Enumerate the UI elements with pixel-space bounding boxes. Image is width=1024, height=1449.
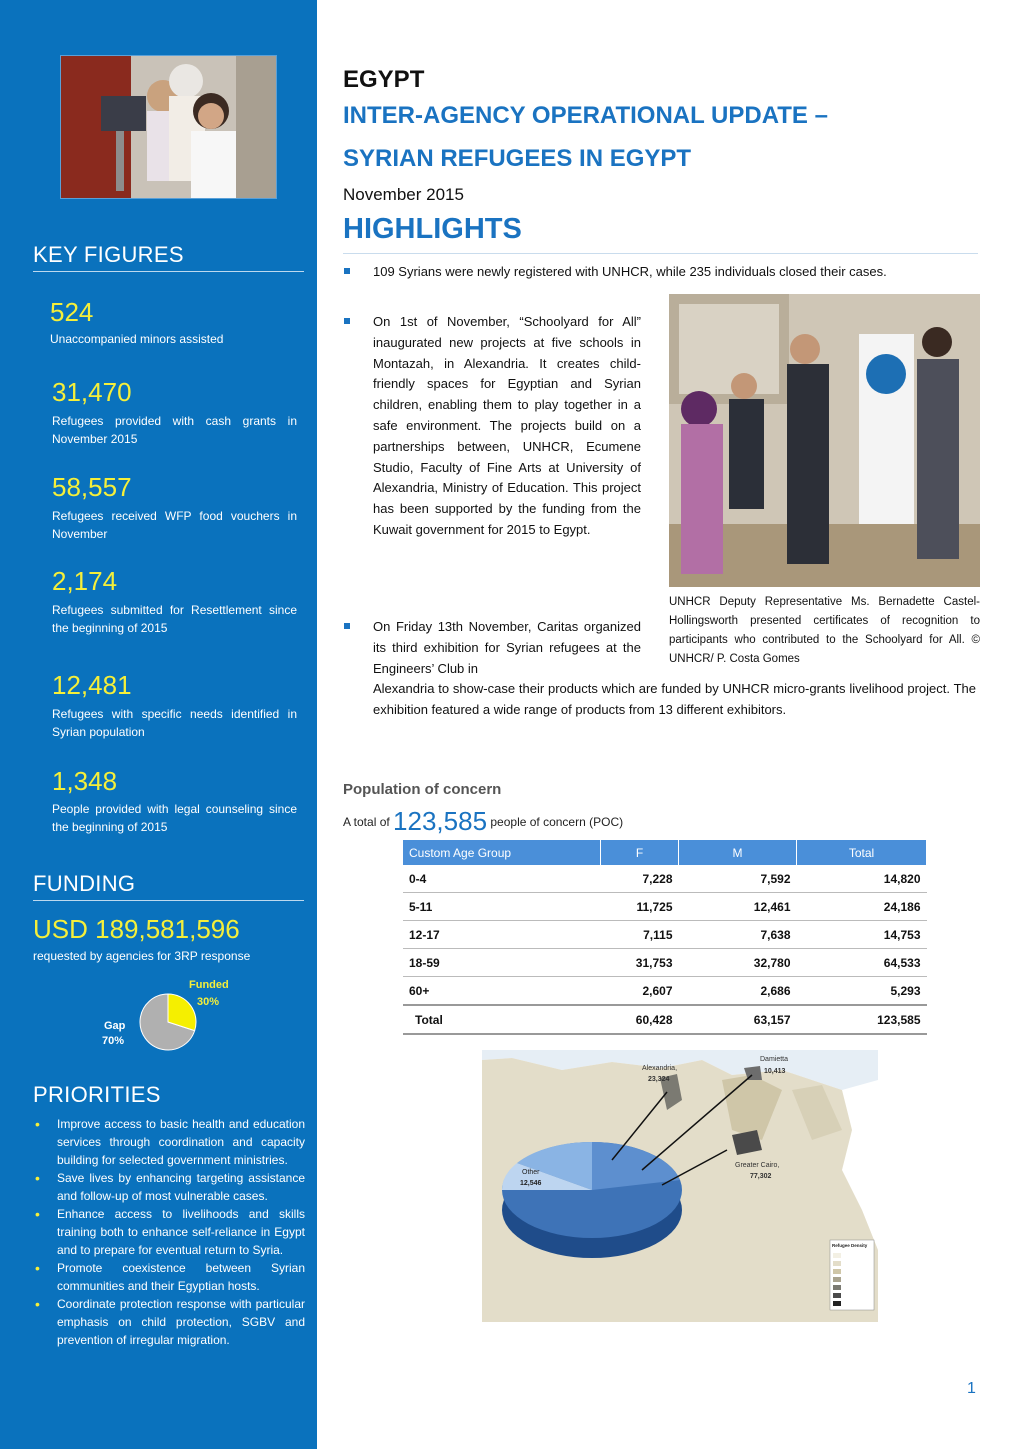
news-photo <box>669 294 980 587</box>
table-cell: 11,725 <box>601 893 679 921</box>
table-cell: 60+ <box>403 977 601 1006</box>
table-cell: 2,686 <box>679 977 797 1006</box>
table-cell: 5,293 <box>797 977 927 1006</box>
table-cell: 63,157 <box>679 1005 797 1034</box>
table-cell: 123,585 <box>797 1005 927 1034</box>
map-legend <box>830 1240 874 1310</box>
table-cell: 2,607 <box>601 977 679 1006</box>
funding-title: FUNDING <box>33 871 136 896</box>
population-table <box>403 840 927 1035</box>
report-date: November 2015 <box>343 185 464 204</box>
column-header: F <box>601 840 679 865</box>
table-cell: 7,115 <box>601 921 679 949</box>
funding-description: requested by agencies for 3RP response <box>33 949 251 963</box>
key-figure-label: Refugees submitted for Resettlement since the beginning of 2015 <box>52 603 297 635</box>
key-figure-value: 31,470 <box>52 377 132 407</box>
map-legend-title: Refugee Density <box>832 1243 868 1248</box>
priorities-list <box>33 1115 305 1349</box>
column-header: Custom Age Group <box>403 840 601 865</box>
table-cell: 31,753 <box>601 949 679 977</box>
table-cell: Total <box>403 1005 601 1034</box>
funded-label: Funded <box>189 979 229 991</box>
priority-item: • Promote coexistence between Syrian communities and their Egyptian hosts. <box>33 1259 305 1295</box>
table-cell: 12,461 <box>679 893 797 921</box>
refugee-map <box>482 1050 878 1322</box>
key-figures-title: KEY FIGURES <box>33 242 184 267</box>
map-label-cairo: Greater Cairo, <box>735 1162 780 1169</box>
table-cell: 18-59 <box>403 949 601 977</box>
news-photo-image <box>669 294 980 587</box>
funding-divider <box>33 900 304 901</box>
table-cell: 5-11 <box>403 893 601 921</box>
map-label-other: Other <box>522 1169 540 1176</box>
legend-swatch <box>833 1253 841 1258</box>
page-number: 1 <box>967 1380 976 1397</box>
key-figure-label: Refugees received WFP food vouchers in November <box>52 509 297 541</box>
priority-item: • Save lives by enhancing targeting assistance and follow-up of most vulnerable cases. <box>33 1169 305 1205</box>
table-row <box>403 977 927 1006</box>
table-cell: 60,428 <box>601 1005 679 1034</box>
total-prefix: A total of <box>343 815 390 829</box>
column-header: M <box>679 840 797 865</box>
table-row <box>403 893 927 921</box>
photo-caption: UNHCR Deputy Representative Ms. Bernadette Castel-Hollingsworth presented certificates of recognition to participants who contributed to the Schoolyard for All. © UNHCR/ P. Costa Gomes <box>669 596 980 665</box>
highlight-item: 109 Syrians were newly registered with UNHCR, while 235 individuals closed their cases. <box>373 264 887 279</box>
key-figure-value: 524 <box>50 297 94 327</box>
map-label-damietta: Damietta <box>760 1056 789 1063</box>
table-cell: 0-4 <box>403 865 601 893</box>
gap-percent: 70% <box>102 1035 125 1047</box>
key-figure-value: 12,481 <box>52 670 132 700</box>
country-heading: EGYPT <box>343 66 425 93</box>
table-row <box>403 921 927 949</box>
key-figure-value: 2,174 <box>52 566 118 596</box>
priority-item: • Coordinate protection response with particular emphasis on child protection, SGBV and prevention of irregular migration. <box>33 1295 305 1349</box>
table-cell: 24,186 <box>797 893 927 921</box>
key-figure-value: 58,557 <box>52 472 132 502</box>
cover-photo-image <box>61 56 276 198</box>
table-cell: 7,228 <box>601 865 679 893</box>
table-cell: 32,780 <box>679 949 797 977</box>
table-header-row <box>403 840 927 865</box>
funded-percent: 30% <box>197 996 220 1008</box>
table-cell: 7,592 <box>679 865 797 893</box>
bullet-icon <box>344 623 350 629</box>
report-title-line1: INTER-AGENCY OPERATIONAL UPDATE – <box>343 102 828 129</box>
total-value: 123,585 <box>393 806 488 836</box>
key-figure-value: 1,348 <box>52 766 118 796</box>
map-value-other: 12,546 <box>520 1180 542 1187</box>
map-value-alexandria: 23,324 <box>648 1076 670 1083</box>
legend-swatch <box>833 1301 841 1306</box>
highlight-item: On 1st of November, “Schoolyard for All” inaugurated new projects at five schools in Montazah, in Alexandria. It creates child-friendly spaces for Egyptian and Syrian children, enabling them to play together in a safe environment. The projects build on a partnerships between, UNHCR, Ecumene Studio, Faculty of Fine Arts at University of Alexandria, Ministry of Education. This project has been supported by the funding from the Kuwait government for 2015 to Egypt. <box>373 314 641 537</box>
sidebar <box>0 0 317 1449</box>
highlight-item-continued: Alexandria to show-case their products which are funded by UNHCR micro-grants livelihood project. The exhibition featured a wide range of products from 13 different exhibitors. <box>373 681 976 717</box>
table-cell: 14,753 <box>797 921 927 949</box>
table-cell: 14,820 <box>797 865 927 893</box>
table-total-row <box>403 1005 927 1034</box>
gap-label: Gap <box>104 1020 126 1032</box>
table-cell: 12-17 <box>403 921 601 949</box>
priority-item: • Improve access to basic health and education services through coordination and capacity building for selected government ministries. <box>33 1115 305 1169</box>
highlight-item: On Friday 13th November, Caritas organized its third exhibition for Syrian refugees at the Engineers’ Club in <box>373 619 641 676</box>
table-cell: 64,533 <box>797 949 927 977</box>
key-figure-label: Unaccompanied minors assisted <box>50 332 224 346</box>
highlights-title: HIGHLIGHTS <box>343 213 522 245</box>
funding-pie-chart <box>100 976 240 1056</box>
legend-swatch <box>833 1285 841 1290</box>
priorities-title: PRIORITIES <box>33 1082 161 1107</box>
legend-swatch <box>833 1293 841 1298</box>
column-header: Total <box>797 840 927 865</box>
cover-photo <box>60 55 277 199</box>
total-suffix: people of concern (POC) <box>490 815 624 829</box>
key-figure-label: Refugees with specific needs identified in Syrian population <box>52 707 297 739</box>
population-title: Population of concern <box>343 781 502 798</box>
legend-swatch <box>833 1261 841 1266</box>
legend-swatch <box>833 1277 841 1282</box>
map-value-cairo: 77,302 <box>750 1173 772 1180</box>
key-figure-label: Refugees provided with cash grants in November 2015 <box>52 414 297 446</box>
bullet-icon <box>344 268 350 274</box>
table-row <box>403 949 927 977</box>
highlights-divider <box>343 253 978 254</box>
population-total <box>343 806 623 837</box>
key-figures-divider <box>33 271 304 272</box>
legend-swatch <box>833 1269 841 1274</box>
table-row <box>403 865 927 893</box>
map-value-damietta: 10,413 <box>764 1068 786 1075</box>
report-title-line2: SYRIAN REFUGEES IN EGYPT <box>343 145 692 172</box>
map-label-alexandria: Alexandria, <box>642 1065 678 1072</box>
table-cell: 7,638 <box>679 921 797 949</box>
priority-item: • Enhance access to livelihoods and skills training both to enhance self-reliance in Egypt and to prepare for eventual return to Syria. <box>33 1205 305 1259</box>
bullet-icon <box>344 318 350 324</box>
key-figure-label: People provided with legal counseling since the beginning of 2015 <box>52 802 297 834</box>
funding-amount: USD 189,581,596 <box>33 914 240 944</box>
